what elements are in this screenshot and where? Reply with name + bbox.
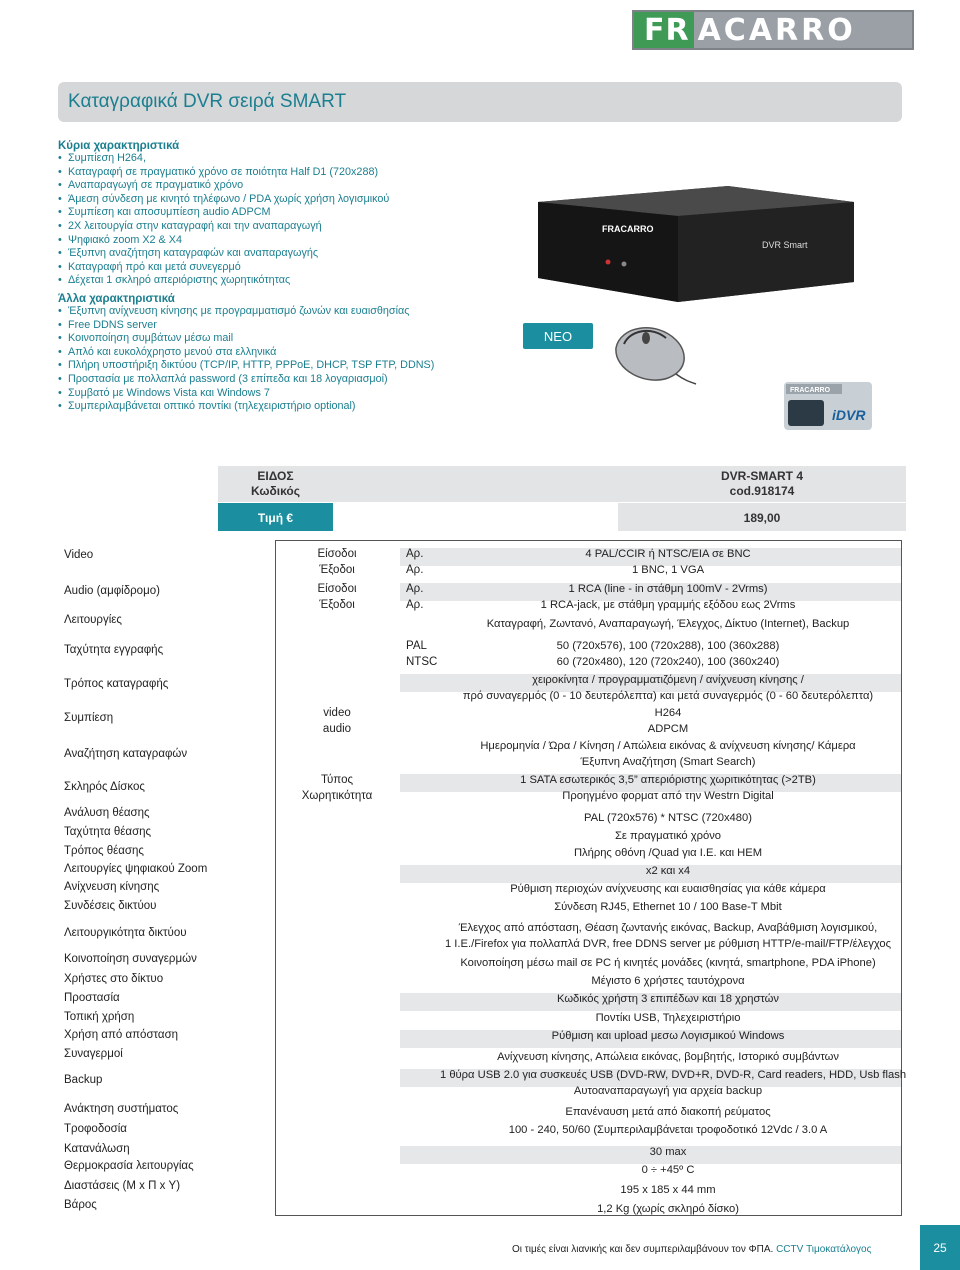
spec-value: 1,2 Kg (χωρίς σκληρό δίσκο) (597, 1203, 739, 1215)
spec-label: Λειτουργίες (64, 614, 122, 626)
spec-label: Ανίχνευση κίνησης (64, 881, 160, 893)
spec-value: 195 x 185 x 44 mm (620, 1184, 716, 1196)
other-features-heading: Άλλα χαρακτηριστικά (58, 293, 175, 305)
code-label: Κωδικός (250, 484, 300, 498)
feature-item: • Αναπαραγωγή σε πραγματικό χρόνο (58, 179, 389, 193)
spec-value: Προηγμένο φορματ από την Westrn Digital (562, 790, 774, 802)
feature-item: • Συμπίεση και αποσυμπίεση audio ADPCM (58, 206, 389, 220)
spec-value: 50 (720x576), 100 (720x288), 100 (360x288) (556, 640, 780, 652)
spec-label: Video (64, 549, 94, 561)
spec-value: Αυτοαναπαραγωγή για αρχεία backup (573, 1085, 763, 1097)
spec-sub-label: Είσοδοι (317, 548, 357, 560)
spec-value: Έλεγχος από απόσταση, Θέαση ζωντανής εικόνας, Backup, Αναβάθμιση λογισμικού, (458, 922, 878, 934)
spec-label: Διαστάσεις (Μ x Π x Υ) (64, 1180, 181, 1192)
price-value: 189,00 (743, 511, 781, 525)
spec-value: 30 max (649, 1146, 687, 1158)
spec-value: 1 BNC, 1 VGA (631, 564, 705, 576)
spec-value: Σύνδεση RJ45, Ethernet 10 / 100 Base-T Mbit (554, 901, 782, 913)
page-title: Καταγραφικά DVR σειρά SMART (68, 91, 347, 112)
new-badge: ΝΕΟ (523, 323, 593, 349)
spec-value: Ποντίκι USB, Τηλεχειριστήριο (595, 1012, 741, 1024)
spec-label: Τοπική χρήση (64, 1011, 135, 1023)
spec-label: Λειτουργίες ψηφιακού Zoom (64, 863, 208, 875)
spec-label: Συνδέσεις δικτύου (64, 900, 157, 912)
feature-item: • Κοινοποίηση συμβάτων μέσω mail (58, 332, 434, 346)
spec-label: Χρήση από απόσταση (64, 1029, 179, 1041)
spec-label: Θερμοκρασία λειτουργίας (64, 1160, 194, 1172)
dvr-brand-text: FRACARRO (602, 224, 654, 234)
spec-value: Ρύθμιση περιοχών ανίχνευσης και ευαισθησίας για κάθε κάμερα (510, 883, 826, 895)
spec-label: Ανάκτηση συστήματος (64, 1103, 179, 1115)
spec-value: 1 I.E./Firefox για πολλαπλά DVR, free DDNS server με ρύθμιση HTTP/e-mail/FTP/έλεγχος (444, 938, 892, 950)
feature-item: • Συμπεριλαμβάνεται οπτικό ποντίκι (τηλεχειριστήριο optional) (58, 400, 434, 414)
price-label: Τιμή € (257, 511, 294, 525)
spec-value: Σε πραγματικό χρόνο (614, 830, 722, 842)
feature-item: • Καταγραφή πρό και μετά συνεγερμό (58, 261, 389, 275)
feature-item: • Προστασία με πολλαπλά password (3 επίπεδα και 18 λογαριασμοί) (58, 373, 434, 387)
price-disclaimer: Οι τιμές είναι λιανικής και δεν συμπεριλαμβάνουν τον ΦΠΑ. (512, 1244, 774, 1255)
spec-unit: NTSC (406, 656, 438, 668)
spec-label: Βάρος (64, 1199, 97, 1211)
remote-brand-text: FRACARRO (790, 387, 831, 394)
main-features-heading: Κύρια χαρακτηριστικά (58, 140, 180, 152)
spec-sub-label: Τύπος (320, 774, 354, 786)
feature-item: • Ψηφιακό zoom X2 & X4 (58, 234, 389, 248)
spec-unit: Αρ. (406, 564, 424, 576)
catalog-name: CCTV Τιμοκατάλογος (776, 1244, 872, 1255)
spec-unit: Αρ. (406, 599, 424, 611)
spec-value: PAL (720x576) * NTSC (720x480) (584, 812, 752, 824)
spec-value: Ρύθμιση και upload μεσω Λογισμικού Windows (551, 1030, 785, 1042)
spec-sub-label: Έξοδοι (319, 564, 355, 576)
spec-value: 4 PAL/CCIR ή NTSC/EIA σε BNC (585, 548, 751, 560)
spec-value: Ανίχνευση κίνησης, Απώλεια εικόνας, βομβητής, Ιστορικό συμβάντων (497, 1051, 839, 1063)
spec-value: Έξυπνη Αναζήτηση (Smart Search) (580, 756, 756, 768)
spec-label: Ταχύτητα εγγραφής (64, 644, 164, 656)
feature-item: • Πλήρη υποστήριξη δικτύου (TCP/IP, HTTP, PPPoE, DHCP, TSP FTP, DDNS) (58, 359, 434, 373)
spec-value: Πλήρης οθόνη /Quad για I.E. και HEM (573, 847, 763, 859)
feature-item: • Συμπίεση H264, (58, 152, 389, 166)
spec-unit: PAL (406, 640, 427, 652)
spec-sub-label: Έξοδοι (319, 599, 355, 611)
spec-value: 1 SATA εσωτερικός 3,5” απεριόριστης χωριτικότητας (>2TB) (520, 774, 816, 786)
remote-label-text: iDVR (832, 407, 866, 423)
spec-value: 1 RCA (line - in στάθμη 100mV - 2Vrms) (568, 583, 768, 595)
spec-value: Κοινοποίηση μέσω mail σε PC ή κινητές μονάδες (κινητά, smartphone, PDA iPhone) (460, 957, 876, 969)
spec-value: 100 - 240, 50/60 (Συμπεριλαμβάνεται τροφοδοτικό 12Vdc / 3.0 A (508, 1124, 828, 1136)
feature-item: • Έξυπνη ανίχνευση κίνησης με προγραμματισμό ζωνών και ευαισθησίας (58, 305, 434, 319)
spec-label: Τρόπος θέασης (64, 845, 144, 857)
spec-value: ADPCM (647, 723, 689, 735)
footer-note (512, 1244, 871, 1255)
feature-item: • Δέχεται 1 σκληρό απεριόριστης χωρητικότητας (58, 274, 389, 288)
spec-value: πρό συναγερμός (0 - 10 δευτερόλεπτα) και μετά συναγερμός (0 - 60 δευτερόλεπτα) (462, 690, 874, 702)
spec-unit: Αρ. (406, 583, 424, 595)
feature-item: • Έξυπνη αναζήτηση καταγραφών και αναπαραγωγής (58, 247, 389, 261)
spec-label: Προστασία (64, 992, 120, 1004)
logo-mark: FR (634, 12, 694, 48)
spec-label: Αναζήτηση καταγραφών (64, 748, 188, 760)
spec-label: Σκληρός Δίσκος (64, 781, 145, 793)
spec-sub-label: Χωρητικότητα (301, 790, 373, 802)
type-label: ΕΙΔΟΣ (257, 469, 294, 483)
spec-label: Τρόπος καταγραφής (64, 678, 169, 690)
spec-label: Συναγερμοί (64, 1048, 123, 1060)
spec-value: χειροκίνητα / προγραμματιζόμενη / ανίχνευση κίνησης / (532, 674, 804, 686)
spec-label: Ανάλυση θέασης (64, 807, 150, 819)
spec-label: Τροφοδοσία (64, 1123, 127, 1135)
spec-value: Μέγιστο 6 χρήστες ταυτόχρονα (591, 975, 745, 987)
spec-sub-label: Είσοδοι (317, 583, 357, 595)
spec-label: Χρήστες στο δίκτυο (64, 973, 164, 985)
spec-sub-label: audio (322, 723, 352, 735)
spec-value: Καταγραφή, Ζωντανό, Αναπαραγωγή, Έλεγχος, Δίκτυο (Internet), Backup (486, 618, 850, 630)
spec-value: 0 ÷ +45º C (641, 1164, 695, 1176)
spec-label: Κατανάλωση (64, 1143, 130, 1155)
feature-item: • Άμεση σύνδεση με κινητό τηλέφωνο / PDA χωρίς χρήση λογισμικού (58, 193, 389, 207)
spec-label: Κοινοποίηση συναγερμών (64, 953, 197, 965)
feature-item: • 2X λειτουργία στην καταγραφή και την αναπαραγωγή (58, 220, 389, 234)
spec-sub-label: video (323, 707, 351, 719)
spec-label: Backup (64, 1074, 103, 1086)
spec-value: Επανέναυση μετά από διακοπή ρεύματος (565, 1106, 771, 1118)
spec-label: Λειτουργικότητα δικτύου (64, 927, 187, 939)
spec-value: 60 (720x480), 120 (720x240), 100 (360x240) (556, 656, 780, 668)
dvr-model-text: DVR Smart (762, 240, 808, 250)
spec-unit: Αρ. (406, 548, 424, 560)
spec-label: Audio (αμφίδρομο) (64, 585, 160, 597)
logo-text: ACARRO (697, 12, 856, 48)
feature-item: • Καταγραφή σε πραγματικό χρόνο σε ποιότητα Half D1 (720x288) (58, 166, 389, 180)
spec-value: 1 RCA-jack, με στάθμη γραμμής εξόδου εως 2Vrms (540, 599, 796, 611)
spec-label: Συμπίεση (64, 712, 114, 724)
spec-label: Ταχύτητα θέασης (64, 826, 152, 838)
page-number: 25 (920, 1225, 960, 1270)
product-code: cod.918174 (729, 484, 795, 498)
feature-item: • Απλό και ευκολόχρηστο μενού στα ελληνικά (58, 346, 434, 360)
feature-item: • Συμβατό με Windows Vista και Windows 7 (58, 387, 434, 401)
spec-value: 1 θύρα USB 2.0 για συσκευές USB (DVD-RW, DVD+R, DVD-R, Card readers, HDD, Usb flash (440, 1069, 907, 1081)
spec-value: x2 και x4 (645, 865, 691, 877)
product-name: DVR-SMART 4 (720, 469, 803, 483)
spec-value: Ημερομηνία / Ώρα / Κίνηση / Απώλεια εικόνας & ανίχνευση κίνησης/ Κάμερα (480, 740, 856, 752)
feature-item: • Free DDNS server (58, 319, 434, 333)
spec-value: Κωδικός χρήστη 3 επιπέδων και 18 χρηστών (557, 993, 779, 1005)
spec-value: H264 (654, 707, 682, 719)
